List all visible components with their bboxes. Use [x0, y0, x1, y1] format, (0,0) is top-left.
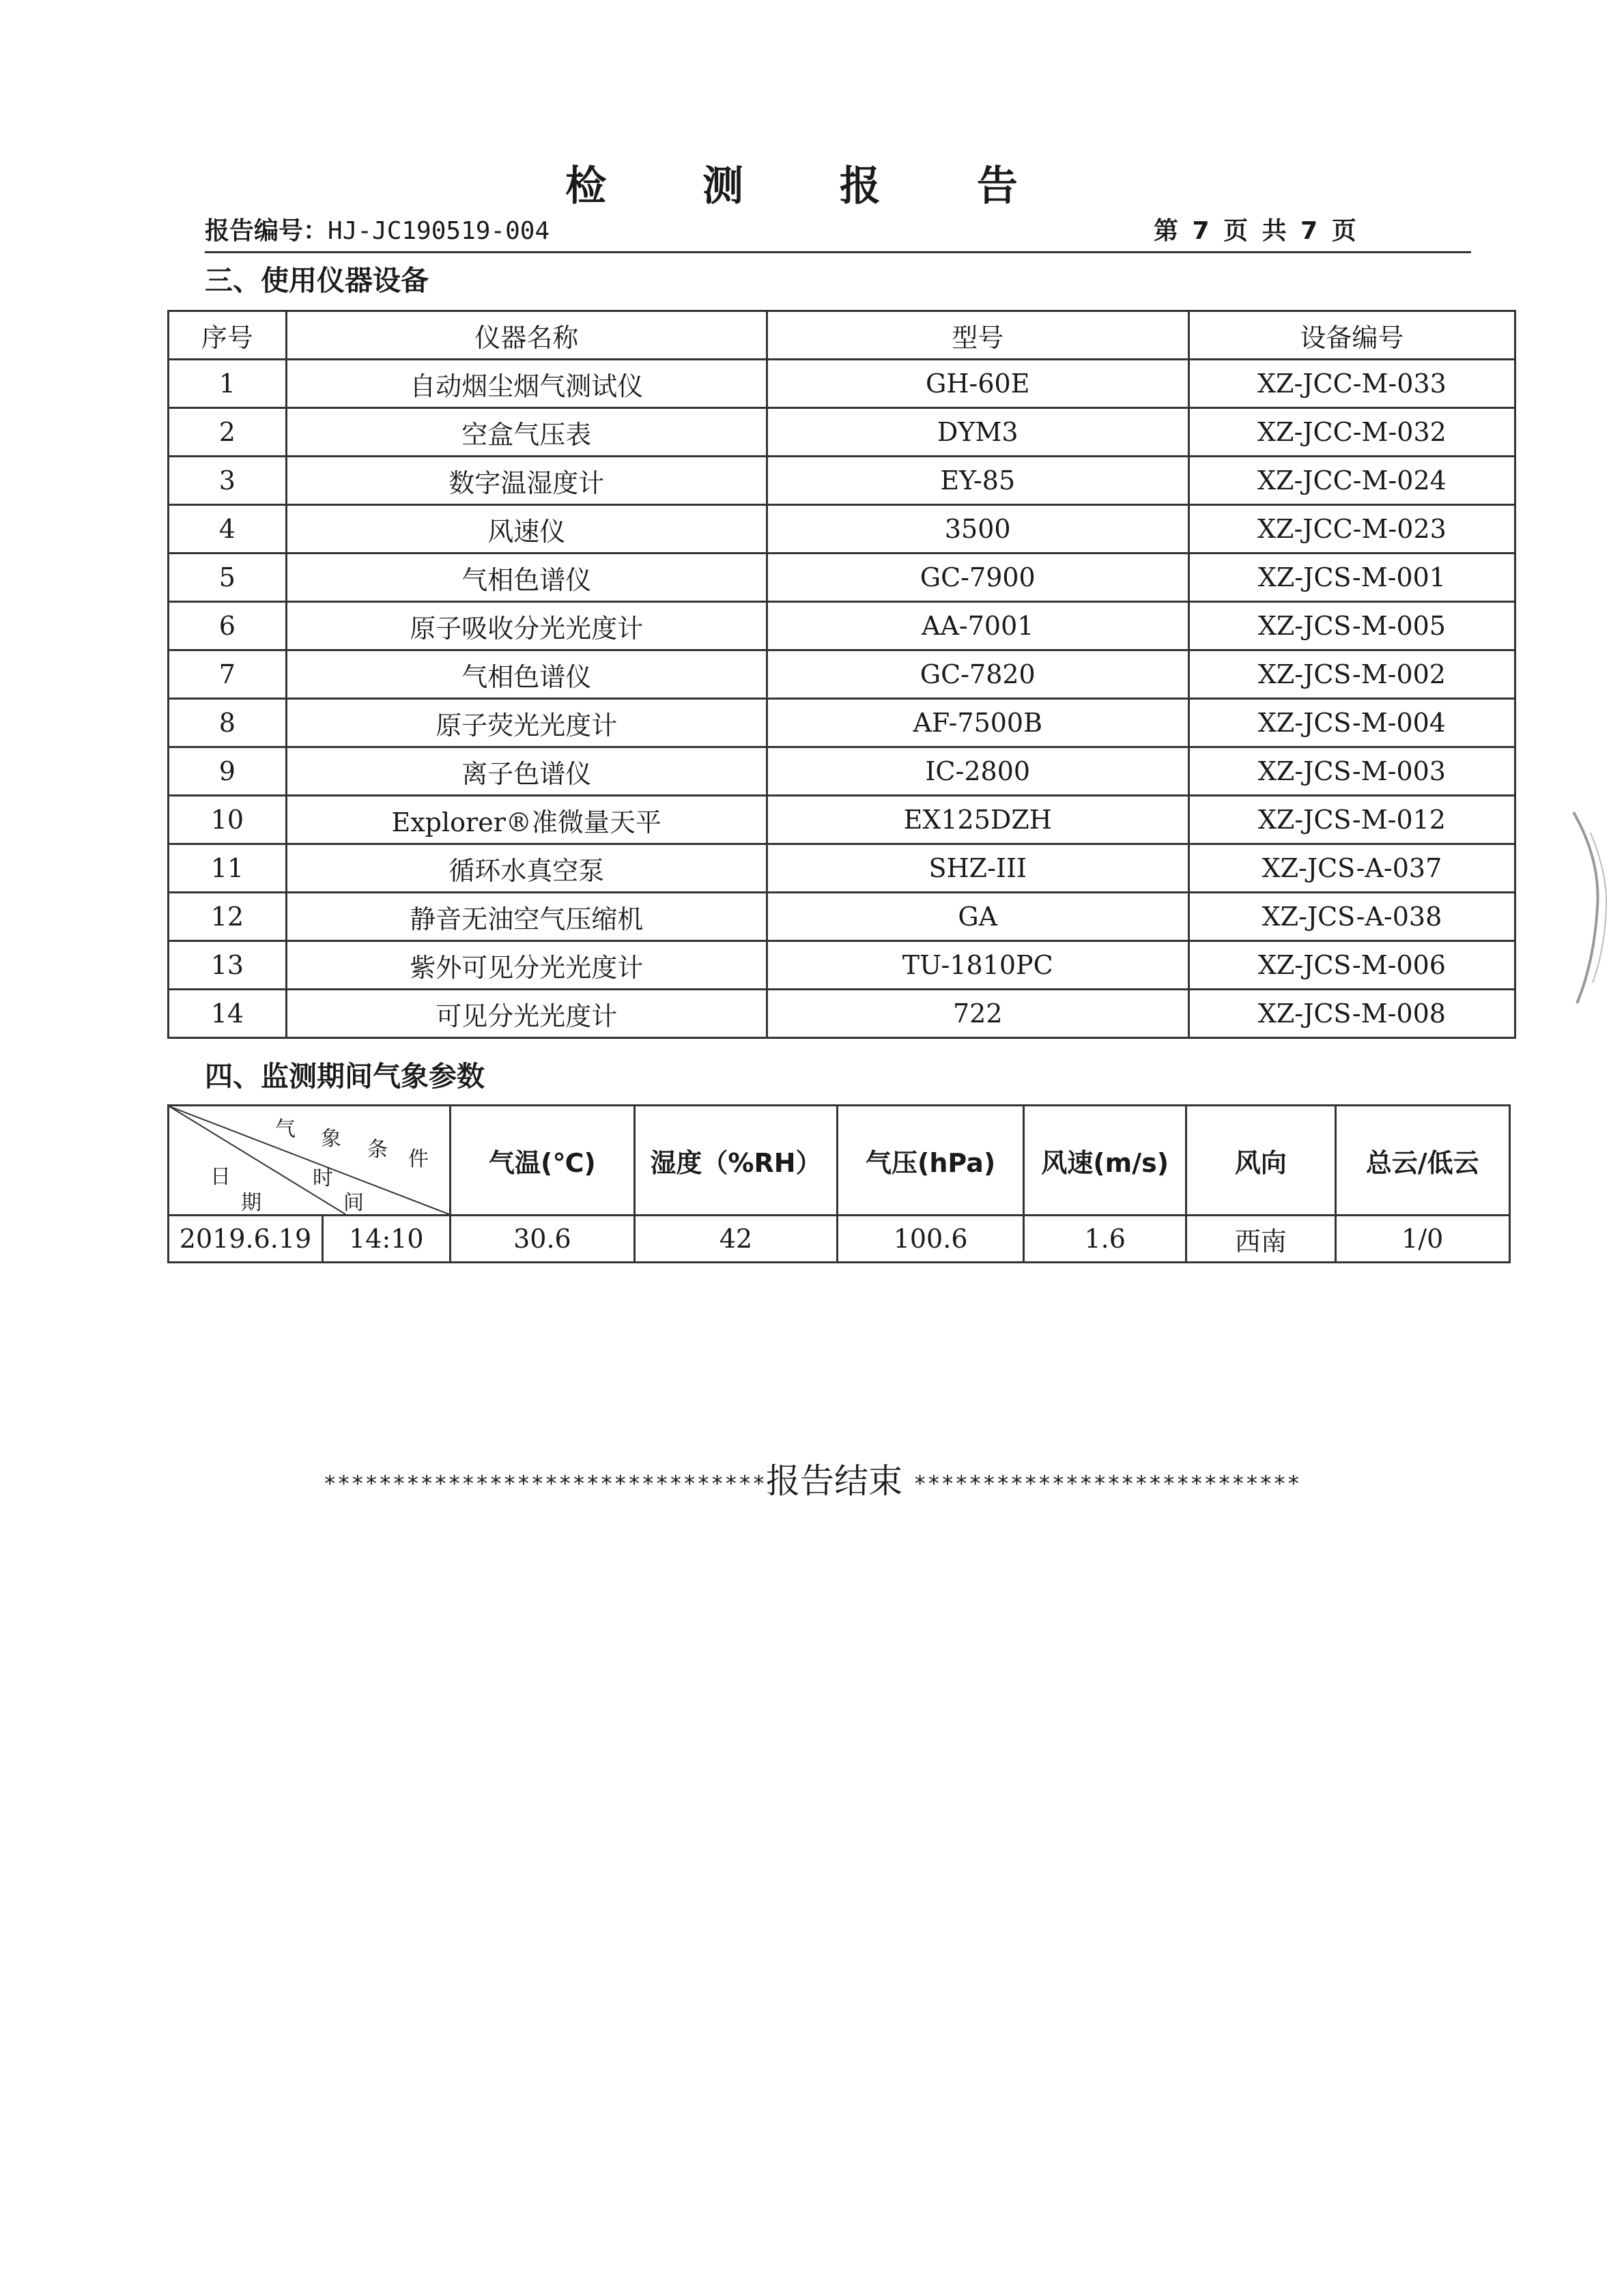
table-row [169, 844, 1515, 893]
equipment-id-cell: XZ-JCC-M-024 [1188, 457, 1515, 505]
instrument-name-cell: Explorer®准微量天平 [286, 796, 767, 844]
equipment-id-cell: XZ-JCS-A-038 [1188, 893, 1515, 941]
seq-cell: 12 [169, 893, 287, 941]
diag-label-jian: 件 [408, 1147, 429, 1171]
date-time-split [169, 1216, 449, 1261]
stars-left: ******************************** [323, 1470, 767, 1497]
diagonal-header-cell [169, 1106, 451, 1216]
table-row [169, 554, 1515, 602]
model-cell: GA [767, 893, 1188, 941]
diag-label-qi2: 期 [241, 1191, 261, 1215]
seq-cell: 5 [169, 554, 287, 602]
equipment-id-cell: XZ-JCS-M-008 [1188, 990, 1515, 1038]
weather-date: 2019.6.19 [169, 1216, 323, 1261]
seal-edge-mark [1560, 805, 1614, 1010]
equipment-id-cell: XZ-JCS-M-001 [1188, 554, 1515, 602]
report-number-label: 报告编号： [205, 217, 328, 245]
col-header-temperature: 气温(℃) [450, 1106, 634, 1216]
table-row [169, 990, 1515, 1038]
instrument-name-cell: 离子色谱仪 [286, 747, 767, 796]
seq-cell: 9 [169, 747, 287, 796]
report-end-line [0, 1454, 1624, 1503]
model-cell: GH-60E [767, 360, 1188, 408]
col-header-model: 型号 [767, 311, 1188, 360]
date-time-cell [169, 1216, 451, 1263]
table-row [169, 893, 1515, 941]
col-header-humidity: 湿度（%RH） [635, 1106, 838, 1216]
weather-time: 14:10 [349, 1224, 424, 1254]
seq-cell: 4 [169, 505, 287, 554]
instrument-name-cell: 紫外可见分光光度计 [286, 941, 767, 990]
instrument-name-cell: 原子荧光光度计 [286, 699, 767, 747]
col-header-cloud: 总云/低云 [1335, 1106, 1510, 1216]
table-row [169, 747, 1515, 796]
model-cell: EX125DZH [767, 796, 1188, 844]
report-end-text: 报告结束 [766, 1461, 903, 1501]
table-row [169, 505, 1515, 554]
model-cell: EY-85 [767, 457, 1188, 505]
equipment-id-cell: XZ-JCS-M-002 [1188, 650, 1515, 699]
instrument-name-cell: 自动烟尘烟气测试仪 [286, 360, 767, 408]
table-row [169, 699, 1515, 747]
weather-temperature: 30.6 [450, 1216, 634, 1263]
seq-cell: 14 [169, 990, 287, 1038]
weather-humidity: 42 [635, 1216, 838, 1263]
report-number-value: HJ-JC190519-004 [328, 217, 550, 245]
seq-cell: 3 [169, 457, 287, 505]
seq-cell: 1 [169, 360, 287, 408]
diag-label-jian2: 间 [343, 1191, 364, 1215]
diag-label-tiao: 条 [367, 1138, 388, 1162]
instrument-name-cell: 循环水真空泵 [286, 844, 767, 893]
table-row [169, 602, 1515, 650]
equipment-id-cell: XZ-JCC-M-023 [1188, 505, 1515, 554]
model-cell: AA-7001 [767, 602, 1188, 650]
stars-right: **************************** [913, 1470, 1301, 1497]
instrument-name-cell: 可见分光光度计 [286, 990, 767, 1038]
instrument-name-cell: 空盒气压表 [286, 408, 767, 457]
section-title-weather: 四、监测期间气象参数 [205, 1060, 485, 1093]
diag-label-qi: 气 [275, 1117, 296, 1141]
col-header-wind-direction: 风向 [1186, 1106, 1335, 1216]
table-row [169, 941, 1515, 990]
instrument-name-cell: 风速仪 [286, 505, 767, 554]
weather-cloud: 1/0 [1335, 1216, 1510, 1263]
section-title-instruments: 三、使用仪器设备 [205, 264, 429, 297]
col-header-seq: 序号 [169, 311, 287, 360]
equipment-id-cell: XZ-JCS-A-037 [1188, 844, 1515, 893]
seq-cell: 10 [169, 796, 287, 844]
equipment-id-cell: XZ-JCS-M-003 [1188, 747, 1515, 796]
table-row [169, 360, 1515, 408]
equipment-id-cell: XZ-JCS-M-005 [1188, 602, 1515, 650]
instrument-name-cell: 静音无油空气压缩机 [286, 893, 767, 941]
table-row [169, 796, 1515, 844]
model-cell: GC-7900 [767, 554, 1188, 602]
seq-cell: 2 [169, 408, 287, 457]
table-row [169, 457, 1515, 505]
seq-cell: 6 [169, 602, 287, 650]
equipment-id-cell: XZ-JCS-M-006 [1188, 941, 1515, 990]
model-cell: GC-7820 [767, 650, 1188, 699]
model-cell: IC-2800 [767, 747, 1188, 796]
seq-cell: 13 [169, 941, 287, 990]
model-cell: SHZ-III [767, 844, 1188, 893]
weather-table [167, 1104, 1511, 1263]
weather-data-row [169, 1216, 1510, 1263]
table-row [169, 650, 1515, 699]
weather-wind-direction: 西南 [1186, 1216, 1335, 1263]
document-title: 检 测 报 告 [565, 162, 1059, 210]
instrument-name-cell: 气相色谱仪 [286, 650, 767, 699]
instrument-header-row [169, 311, 1515, 360]
model-cell: AF-7500B [767, 699, 1188, 747]
weather-pressure: 100.6 [837, 1216, 1024, 1263]
page-info: 第 7 页 共 7 页 [1154, 217, 1356, 245]
instrument-table [167, 310, 1516, 1039]
report-number [205, 212, 550, 246]
weather-header-row [169, 1106, 1510, 1216]
col-header-wind-speed: 风速(m/s) [1024, 1106, 1186, 1216]
diag-label-shi: 时 [313, 1166, 333, 1190]
weather-wind-speed: 1.6 [1024, 1216, 1186, 1263]
instrument-name-cell: 气相色谱仪 [286, 554, 767, 602]
equipment-id-cell: XZ-JCC-M-032 [1188, 408, 1515, 457]
col-header-pressure: 气压(hPa) [837, 1106, 1024, 1216]
diag-label-xiang: 象 [321, 1127, 341, 1151]
col-header-instrument-name: 仪器名称 [286, 311, 767, 360]
instrument-name-cell: 原子吸收分光光度计 [286, 602, 767, 650]
table-row [169, 408, 1515, 457]
seq-cell: 7 [169, 650, 287, 699]
header-divider [205, 251, 1471, 253]
model-cell: TU-1810PC [767, 941, 1188, 990]
seq-cell: 8 [169, 699, 287, 747]
model-cell: 722 [767, 990, 1188, 1038]
col-header-equipment-id: 设备编号 [1188, 311, 1515, 360]
model-cell: DYM3 [767, 408, 1188, 457]
equipment-id-cell: XZ-JCS-M-012 [1188, 796, 1515, 844]
diag-label-ri: 日 [210, 1165, 231, 1189]
equipment-id-cell: XZ-JCS-M-004 [1188, 699, 1515, 747]
seq-cell: 11 [169, 844, 287, 893]
model-cell: 3500 [767, 505, 1188, 554]
equipment-id-cell: XZ-JCC-M-033 [1188, 360, 1515, 408]
instrument-name-cell: 数字温湿度计 [286, 457, 767, 505]
